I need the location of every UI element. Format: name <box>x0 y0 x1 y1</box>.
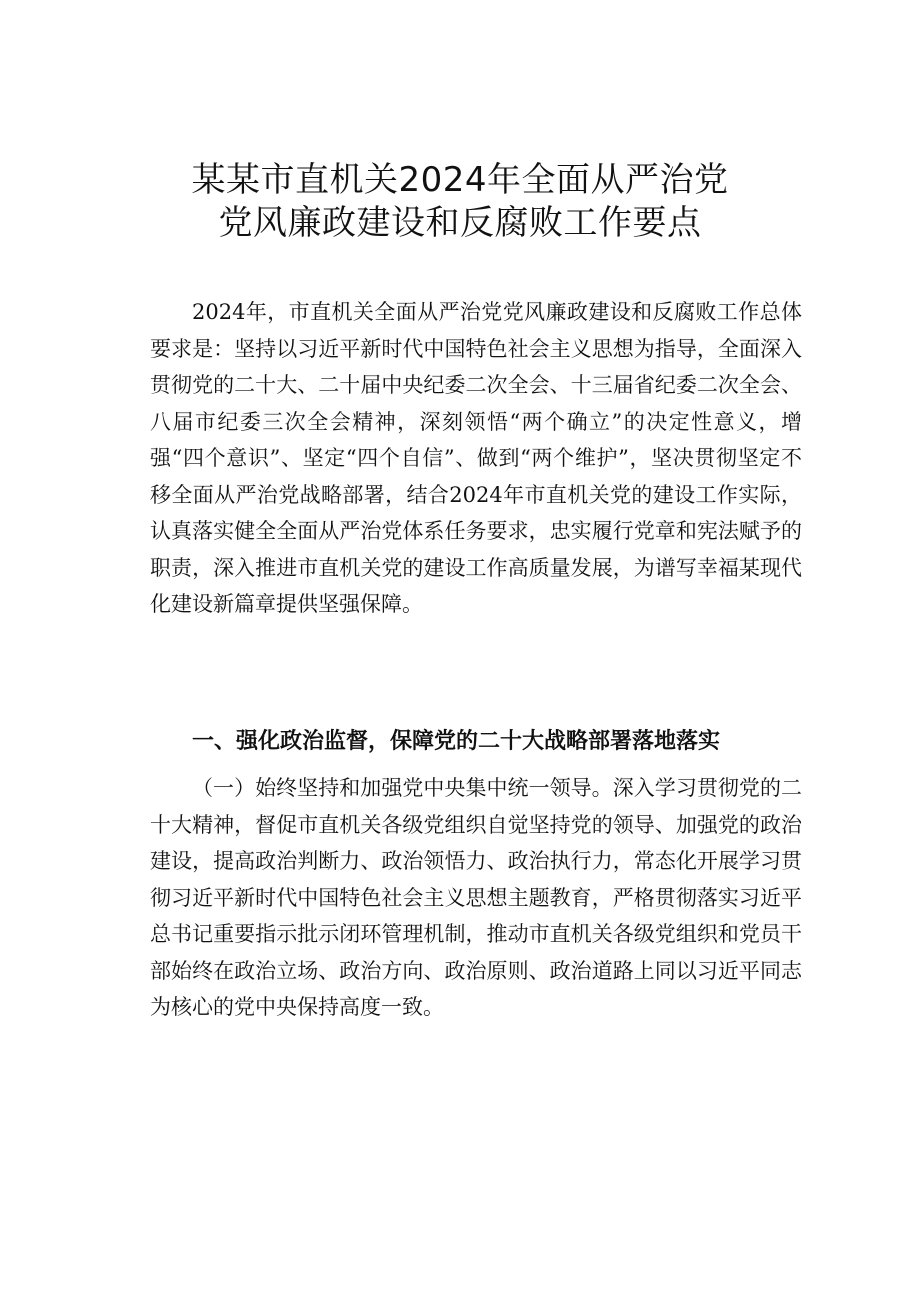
document-title-line-2: 党风廉政建设和反腐败工作要点 <box>218 203 702 243</box>
section-1-item-1-paragraph: （一）始终坚持和加强党中央集中统一领导。深入学习贯彻党的二十大精神，督促市直机关各级党组织自觉坚持党的领导、加强党的政治建设，提高政治判断力、政治领悟力、政治执行力，常态化开展学习贯彻习近平新时代中国特色社会主义思想主题教育，严格贯彻落实习近平总书记重要指示批示闭环管理机制，推动市直机关各级党组织和党员干部始终在政治立场、政治方向、政治原则、政治道路上同以习近平同志为核心的党中央保持高度一致。 <box>150 776 802 1019</box>
document-title-line-1: 某某市直机关2024年全面从严治党 <box>191 160 729 200</box>
section-1-heading: 一、强化政治监督，保障党的二十大战略部署落地落实 <box>192 729 721 754</box>
intro-paragraph: 2024年，市直机关全面从严治党党风廉政建设和反腐败工作总体要求是：坚持以习近平新时代中国特色社会主义思想为指导，全面深入贯彻党的二十大、二十届中央纪委二次全会、十三届省纪委二次全会、八届市纪委三次全会精神，深刻领悟“两个确立”的决定性意义，增强“四个意识”、坚定“四个自信”、做到“两个维护”，坚决贯彻坚定不移全面从严治党战略部署，结合2024年市直机关党的建设工作实际，认真落实健全全面从严治党体系任务要求，忠实履行党章和宪法赋予的职责，深入推进市直机关党的建设工作高质量发展，为谱写幸福某现代化建设新篇章提供坚强保障。 <box>150 300 802 616</box>
